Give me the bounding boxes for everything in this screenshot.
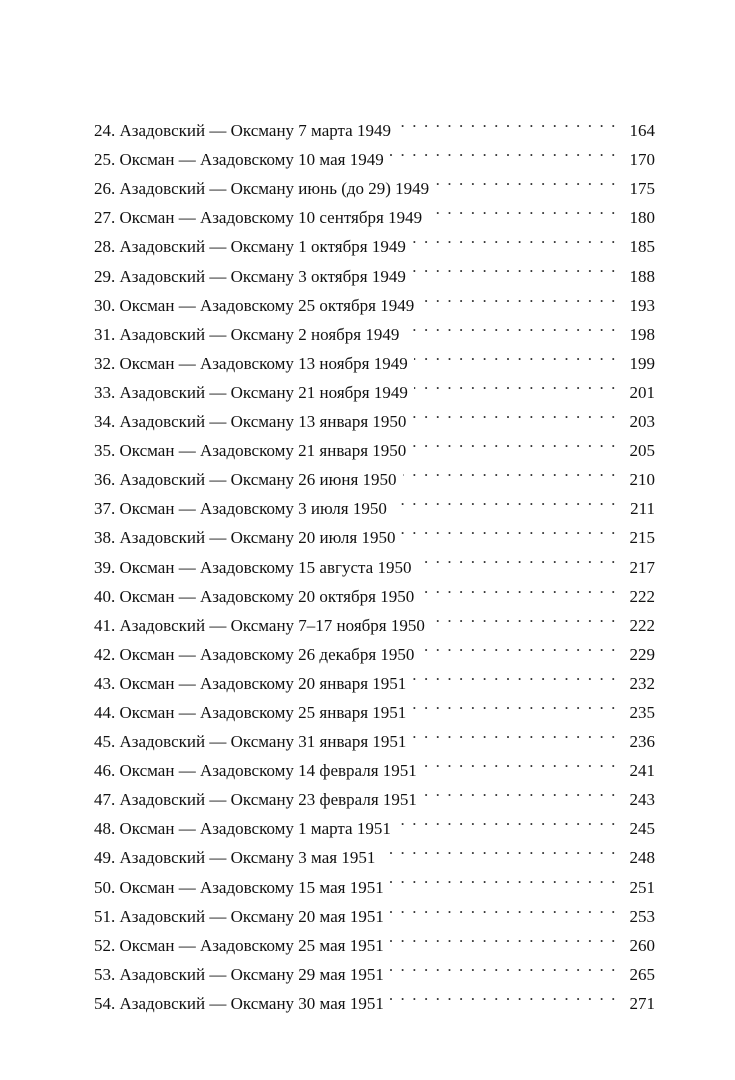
toc-dot-leader	[401, 514, 617, 543]
toc-dot-leader	[397, 805, 617, 834]
toc-entry-title: 32. Оксман — Азадовскому 13 ноября 1949	[94, 353, 408, 373]
toc-dot-leader	[390, 922, 617, 951]
toc-entry-title: 45. Азадовский — Оксману 31 января 1951	[94, 732, 407, 752]
toc-dot-leader	[435, 165, 617, 194]
toc-entry-page-number: 170	[629, 150, 655, 170]
toc-entry-page-number: 185	[629, 237, 655, 257]
toc-entry-title: 37. Оксман — Азадовскому 3 июля 1950	[94, 499, 387, 519]
toc-entry-page-number: 235	[629, 702, 655, 722]
toc-entry-page-number: 248	[629, 848, 655, 868]
toc-dot-leader	[431, 602, 617, 631]
toc-entry-page-number: 201	[629, 382, 655, 402]
toc-dot-leader	[423, 776, 617, 805]
toc-entry-title: 25. Оксман — Азадовскому 10 мая 1949	[94, 150, 384, 170]
toc-entry-title: 52. Оксман — Азадовскому 25 мая 1951	[94, 935, 384, 955]
toc-dot-leader	[412, 427, 617, 456]
toc-entry-title: 40. Оксман — Азадовскому 20 октября 1950	[94, 586, 415, 606]
toc-entry-title: 42. Оксман — Азадовскому 26 декабря 1950	[94, 644, 415, 664]
toc-entry-page-number: 260	[629, 935, 655, 955]
toc-entry-title: 48. Оксман — Азадовскому 1 марта 1951	[94, 819, 391, 839]
toc-entry-page-number: 193	[629, 295, 655, 315]
toc-entry-title: 50. Оксман — Азадовскому 15 мая 1951	[94, 877, 384, 897]
toc-dot-leader	[412, 689, 617, 718]
toc-entry-page-number: 205	[629, 441, 655, 461]
toc-entry-title: 30. Оксман — Азадовскому 25 октября 1949	[94, 295, 415, 315]
toc-dot-leader	[390, 951, 617, 980]
toc-entry-page-number: 175	[629, 179, 655, 199]
toc-entry-title: 36. Азадовский — Оксману 26 июня 1950	[94, 470, 397, 490]
toc-entry-page-number: 236	[629, 732, 655, 752]
toc-dot-leader	[390, 136, 617, 165]
toc-entry-page-number: 241	[629, 761, 655, 781]
toc-dot-leader	[390, 863, 617, 892]
toc-entry-page-number: 265	[629, 964, 655, 984]
toc-entry-title: 46. Оксман — Азадовскому 14 февраля 1951	[94, 761, 417, 781]
toc-dot-leader	[390, 980, 617, 1009]
toc-dot-leader	[397, 107, 617, 136]
toc-dot-leader	[403, 456, 617, 485]
toc-entry-title: 35. Оксман — Азадовскому 21 января 1950	[94, 441, 407, 461]
toc-entry-title: 31. Азадовский — Оксману 2 ноября 1949	[94, 324, 400, 344]
toc-entry-page-number: 215	[629, 528, 655, 548]
toc-entry-page-number: 243	[629, 790, 655, 810]
toc-entry-page-number: 217	[629, 557, 655, 577]
toc-entry-title: 49. Азадовский — Оксману 3 мая 1951	[94, 848, 376, 868]
toc-entry-page-number: 203	[629, 412, 655, 432]
toc-entry-title: 43. Оксман — Азадовскому 20 января 1951	[94, 673, 407, 693]
toc-entry-title: 47. Азадовский — Оксману 23 февраля 1951	[94, 790, 417, 810]
toc-entry-page-number: 245	[629, 819, 655, 839]
toc-dot-leader	[412, 718, 617, 747]
toc-dot-leader	[381, 834, 617, 863]
toc-entry-page-number: 198	[629, 324, 655, 344]
toc-entry-page-number: 222	[629, 615, 655, 635]
toc-dot-leader	[405, 311, 617, 340]
toc-entry-title: 51. Азадовский — Оксману 20 мая 1951	[94, 906, 384, 926]
toc-entry-title: 33. Азадовский — Оксману 21 ноября 1949	[94, 382, 408, 402]
toc-entry-page-number: 210	[629, 470, 655, 490]
toc-dot-leader	[412, 660, 617, 689]
toc-entry-page-number: 232	[629, 673, 655, 693]
toc-dot-leader	[428, 194, 617, 223]
toc-dot-leader	[417, 543, 617, 572]
toc-dot-leader	[420, 282, 617, 311]
toc-entry-page-number: 164	[629, 121, 655, 141]
toc-dot-leader	[412, 252, 617, 281]
toc-dot-leader	[393, 485, 617, 514]
toc-entry-page-number: 271	[629, 993, 655, 1013]
toc-dot-leader	[412, 223, 617, 252]
toc-entry-title: 29. Азадовский — Оксману 3 октября 1949	[94, 266, 406, 286]
toc-entry-page-number: 199	[629, 353, 655, 373]
toc-entry-title: 44. Оксман — Азадовскому 25 января 1951	[94, 702, 407, 722]
toc-entry-page-number: 180	[629, 208, 655, 228]
toc-dot-leader	[414, 340, 617, 369]
toc-dot-leader	[420, 573, 617, 602]
toc-entry-page-number: 222	[629, 586, 655, 606]
table-of-contents	[94, 107, 655, 1013]
toc-entry-title: 27. Оксман — Азадовскому 10 сентября 1949	[94, 208, 423, 228]
toc-entry-title: 24. Азадовский — Оксману 7 марта 1949	[94, 121, 391, 141]
toc-entry-title: 34. Азадовский — Оксману 13 января 1950	[94, 412, 407, 432]
toc-entry-page-number: 253	[629, 906, 655, 926]
toc-entry	[94, 107, 655, 141]
toc-entry-title: 26. Азадовский — Оксману июнь (до 29) 1949	[94, 179, 430, 199]
toc-entry-title: 38. Азадовский — Оксману 20 июля 1950	[94, 528, 396, 548]
toc-entry-page-number: 211	[630, 499, 655, 519]
toc-entry-page-number: 188	[629, 266, 655, 286]
toc-dot-leader	[423, 747, 617, 776]
toc-entry-title: 53. Азадовский — Оксману 29 мая 1951	[94, 964, 384, 984]
toc-dot-leader	[390, 893, 617, 922]
toc-dot-leader	[414, 369, 617, 398]
toc-dot-leader	[412, 398, 617, 427]
toc-dot-leader	[420, 631, 617, 660]
toc-entry-title: 54. Азадовский — Оксману 30 мая 1951	[94, 993, 384, 1013]
toc-entry-title: 41. Азадовский — Оксману 7–17 ноября 1950	[94, 615, 425, 635]
toc-entry-page-number: 229	[629, 644, 655, 664]
toc-entry-title: 39. Оксман — Азадовскому 15 августа 1950	[94, 557, 412, 577]
toc-entry-title: 28. Азадовский — Оксману 1 октября 1949	[94, 237, 406, 257]
toc-entry-page-number: 251	[629, 877, 655, 897]
